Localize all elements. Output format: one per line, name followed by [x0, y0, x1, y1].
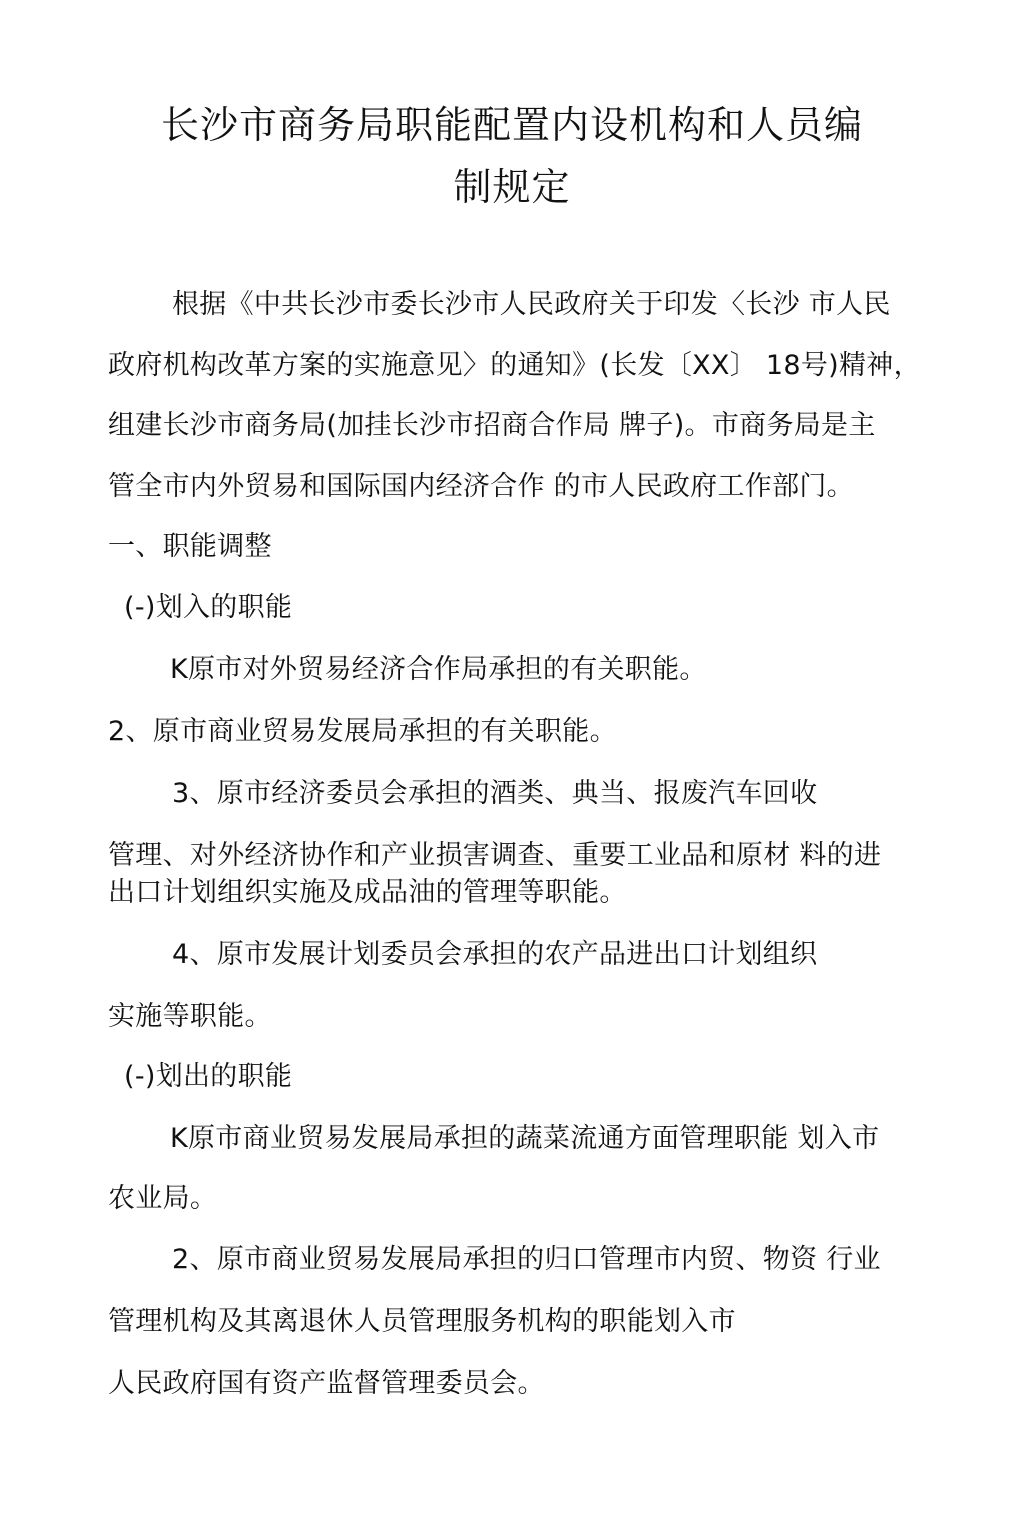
paragraph-line: 管理机构及其离退休人员管理服务机构的职能划入市 [108, 1306, 736, 1337]
paragraph-line: 实施等职能。 [108, 1001, 272, 1032]
list-item: 2、原市商业贸易发展局承担的归口管理市内贸、物资 行业 [172, 1244, 881, 1275]
paragraph-line: 管理、对外经济协作和产业损害调查、重要工业品和原材 料的进 [108, 840, 882, 871]
document-title-line-2: 制规定 [453, 165, 571, 209]
paragraph-line: 根据《中共长沙市委长沙市人民政府关于印发〈长沙 市人民 [172, 289, 891, 320]
list-item: 2、原市商业贸易发展局承担的有关职能。 [108, 716, 617, 747]
paragraph-line: 组建长沙市商务局(加挂长沙市招商合作局 牌子)。市商务局是主 [108, 410, 876, 441]
paragraph-line: 管全市内外贸易和国际国内经济合作 的市人民政府工作部门。 [108, 471, 854, 502]
list-item: 3、原市经济委员会承担的酒类、典当、报废汽车回收 [172, 778, 818, 809]
subsection-heading: (-)划出的职能 [124, 1061, 293, 1092]
section-heading: 一、职能调整 [108, 531, 272, 562]
paragraph-line: 政府机构改革方案的实施意见〉的通知》(长发〔XX〕 18号)精神， [108, 350, 921, 381]
subsection-heading: (-)划入的职能 [124, 592, 293, 623]
paragraph-line: 出口计划组织实施及成品油的管理等职能。 [108, 877, 627, 908]
paragraph-line: 农业局。 [108, 1183, 218, 1214]
document-title-line-1: 长沙市商务局职能配置内设机构和人员编 [160, 103, 863, 147]
paragraph-line: 人民政府国有资产监督管理委员会。 [108, 1368, 545, 1399]
list-item: 4、原市发展计划委员会承担的农产品进出口计划组织 [172, 939, 818, 970]
list-item: K原市商业贸易发展局承担的蔬菜流通方面管理职能 划入市 [170, 1123, 880, 1154]
list-item: K原市对外贸易经济合作局承担的有关职能。 [170, 654, 707, 685]
